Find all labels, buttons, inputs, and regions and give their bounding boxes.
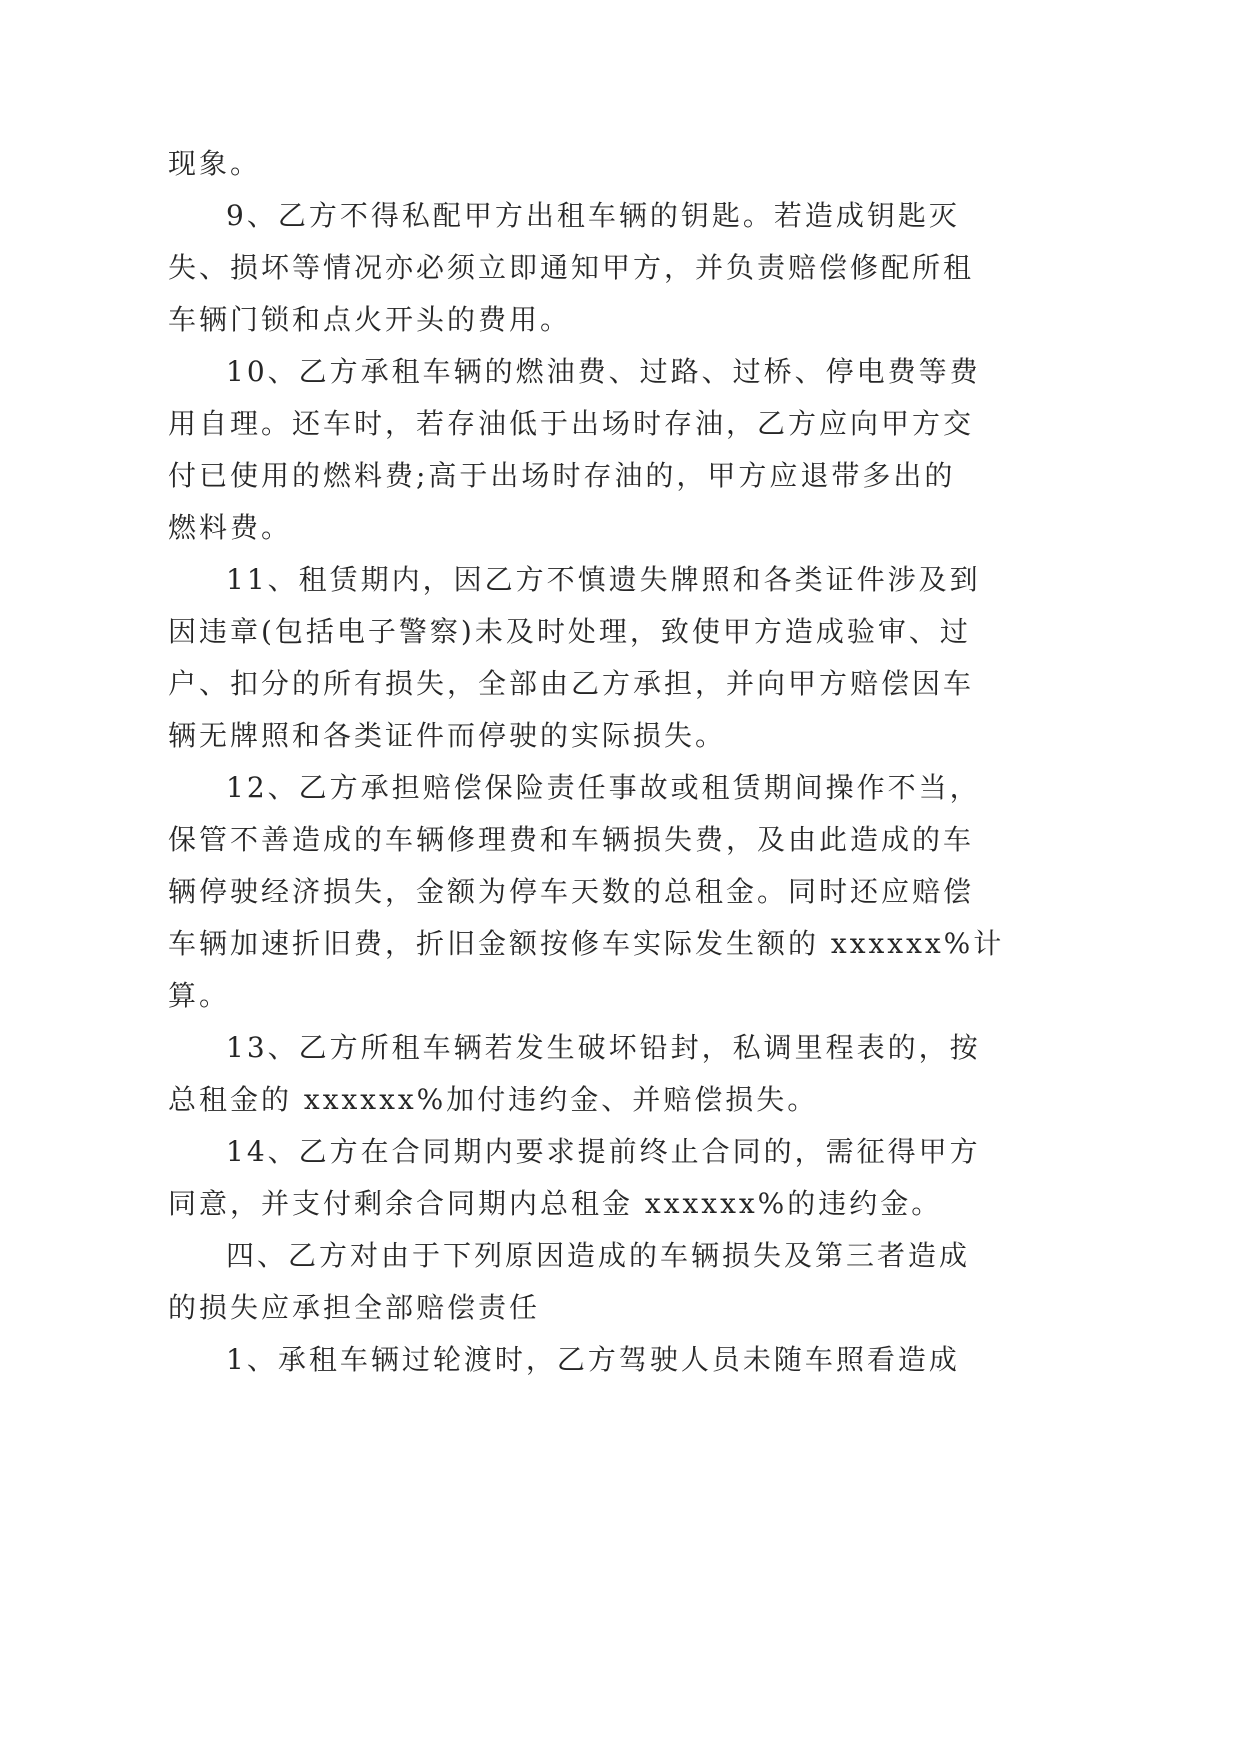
text-line: 11、租赁期内，因乙方不慎遗失牌照和各类证件涉及到 [226, 563, 981, 596]
text-line: 10、乙方承租车辆的燃油费、过路、过桥、停电费等费 [226, 355, 981, 388]
text-line: 14、乙方在合同期内要求提前终止合同的，需征得甲方 [226, 1135, 981, 1168]
text-line: 用自理。还车时，若存油低于出场时存油，乙方应向甲方交 [168, 407, 975, 440]
text-line: 同意，并支付剩余合同期内总租金 xxxxxx%的违约金。 [168, 1187, 943, 1220]
text-line: 现象。 [168, 147, 262, 180]
contract-body-text [168, 138, 1005, 1386]
text-line: 燃料费。 [168, 511, 293, 544]
text-line: 12、乙方承担赔偿保险责任事故或租赁期间操作不当， [226, 771, 981, 804]
text-line: 13、乙方所租车辆若发生破坏铅封，私调里程表的，按 [226, 1031, 981, 1064]
text-line: 的损失应承担全部赔偿责任 [168, 1291, 541, 1324]
text-line: 算。 [168, 979, 231, 1012]
text-line: 辆停驶经济损失，金额为停车天数的总租金。同时还应赔偿 [168, 875, 975, 908]
text-line: 车辆门锁和点火开头的费用。 [168, 303, 572, 336]
text-line: 1、承租车辆过轮渡时，乙方驾驶人员未随车照看造成 [226, 1343, 960, 1376]
text-line: 付已使用的燃料费;高于出场时存油的，甲方应退带多出的 [168, 459, 956, 492]
text-line: 失、损坏等情况亦必须立即通知甲方，并负责赔偿修配所租 [168, 251, 975, 284]
text-line: 车辆加速折旧费，折旧金额按修车实际发生额的 xxxxxx%计 [168, 927, 1005, 960]
text-line: 因违章(包括电子警察)未及时处理，致使甲方造成验审、过 [168, 615, 971, 648]
text-line: 9、乙方不得私配甲方出租车辆的钥匙。若造成钥匙灭 [226, 199, 960, 232]
text-line: 四、乙方对由于下列原因造成的车辆损失及第三者造成 [226, 1239, 971, 1272]
text-line: 保管不善造成的车辆修理费和车辆损失费，及由此造成的车 [168, 823, 975, 856]
text-line: 户、扣分的所有损失，全部由乙方承担，并向甲方赔偿因车 [168, 667, 975, 700]
text-line: 辆无牌照和各类证件而停驶的实际损失。 [168, 719, 727, 752]
text-line: 总租金的 xxxxxx%加付违约金、并赔偿损失。 [168, 1083, 819, 1116]
